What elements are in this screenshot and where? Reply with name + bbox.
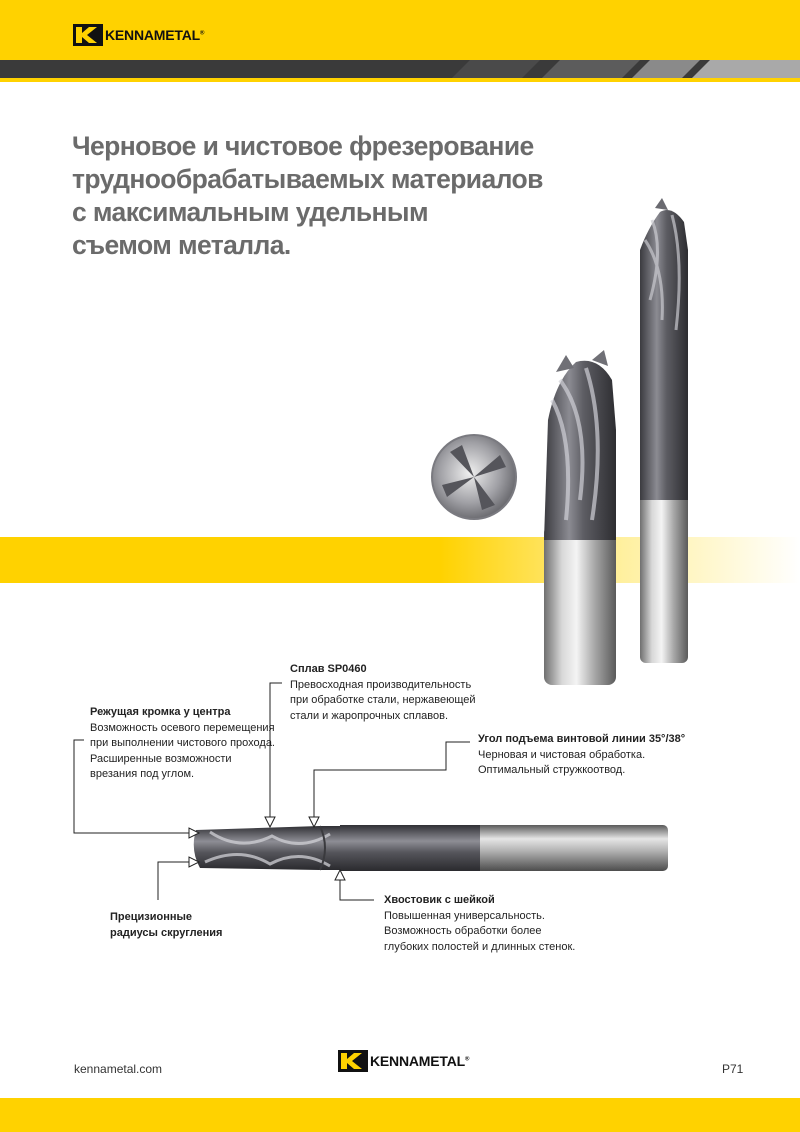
callout-title: радиусы скругления bbox=[110, 926, 223, 939]
callout-text: Превосходная производительность bbox=[290, 678, 472, 691]
headline-line: Черновое и чистовое фрезерование bbox=[72, 131, 534, 161]
kennametal-k-mark-icon bbox=[338, 1050, 368, 1072]
logo-wordmark: KENNAMETAL® bbox=[105, 27, 205, 43]
callout-text: Возможность обработки более bbox=[384, 925, 542, 937]
callout-shank bbox=[384, 893, 575, 955]
callout-text: при обработке стали, нержавеющей bbox=[290, 694, 476, 706]
footer-band bbox=[0, 1098, 800, 1132]
callout-text: врезания под углом. bbox=[90, 768, 195, 780]
footer-url-link[interactable]: kennametal.com bbox=[74, 1062, 163, 1076]
end-mill-face-image bbox=[432, 435, 516, 519]
callout-text: Оптимальный стружкоотвод. bbox=[478, 764, 626, 776]
callout-radii bbox=[110, 910, 222, 941]
callout-title: Прецизионные bbox=[110, 911, 193, 923]
callout-title: Угол подъема винтовой линии 35°/38° bbox=[478, 733, 686, 745]
callout-text: при выполнении чистового прохода. bbox=[90, 737, 275, 749]
end-mill-long-image bbox=[640, 198, 688, 663]
footer-kennametal-logo[interactable] bbox=[338, 1050, 469, 1072]
callout-title: Режущая кромка у центра bbox=[90, 706, 231, 718]
callout-text: стали и жаропрочных сплавов. bbox=[290, 709, 449, 722]
callout-text: Повышенная универсальность. bbox=[384, 909, 545, 922]
logo-wordmark: KENNAMETAL® bbox=[370, 1053, 470, 1069]
headline-line: съемом металла. bbox=[72, 230, 291, 260]
callout-text: Возможность осевого перемещения bbox=[90, 721, 275, 734]
callout-text: Черновая и чистовая обработка. bbox=[478, 748, 646, 761]
end-mill-annotated-image bbox=[194, 825, 668, 871]
headline-line: с максимальным удельным bbox=[72, 197, 428, 227]
callout-text: Расширенные возможности bbox=[90, 752, 232, 765]
callout-helix bbox=[478, 732, 685, 779]
headline-line: труднообрабатываемых материалов bbox=[72, 164, 543, 194]
callout-text: глубоких полостей и длинных стенок. bbox=[384, 940, 576, 953]
callout-center-edge bbox=[90, 705, 275, 783]
callout-alloy bbox=[290, 662, 476, 724]
page-number: P71 bbox=[722, 1062, 744, 1076]
callout-title: Хвостовик с шейкой bbox=[384, 894, 495, 906]
callout-title: Сплав SP0460 bbox=[290, 663, 367, 675]
end-mill-short-image bbox=[544, 350, 616, 685]
